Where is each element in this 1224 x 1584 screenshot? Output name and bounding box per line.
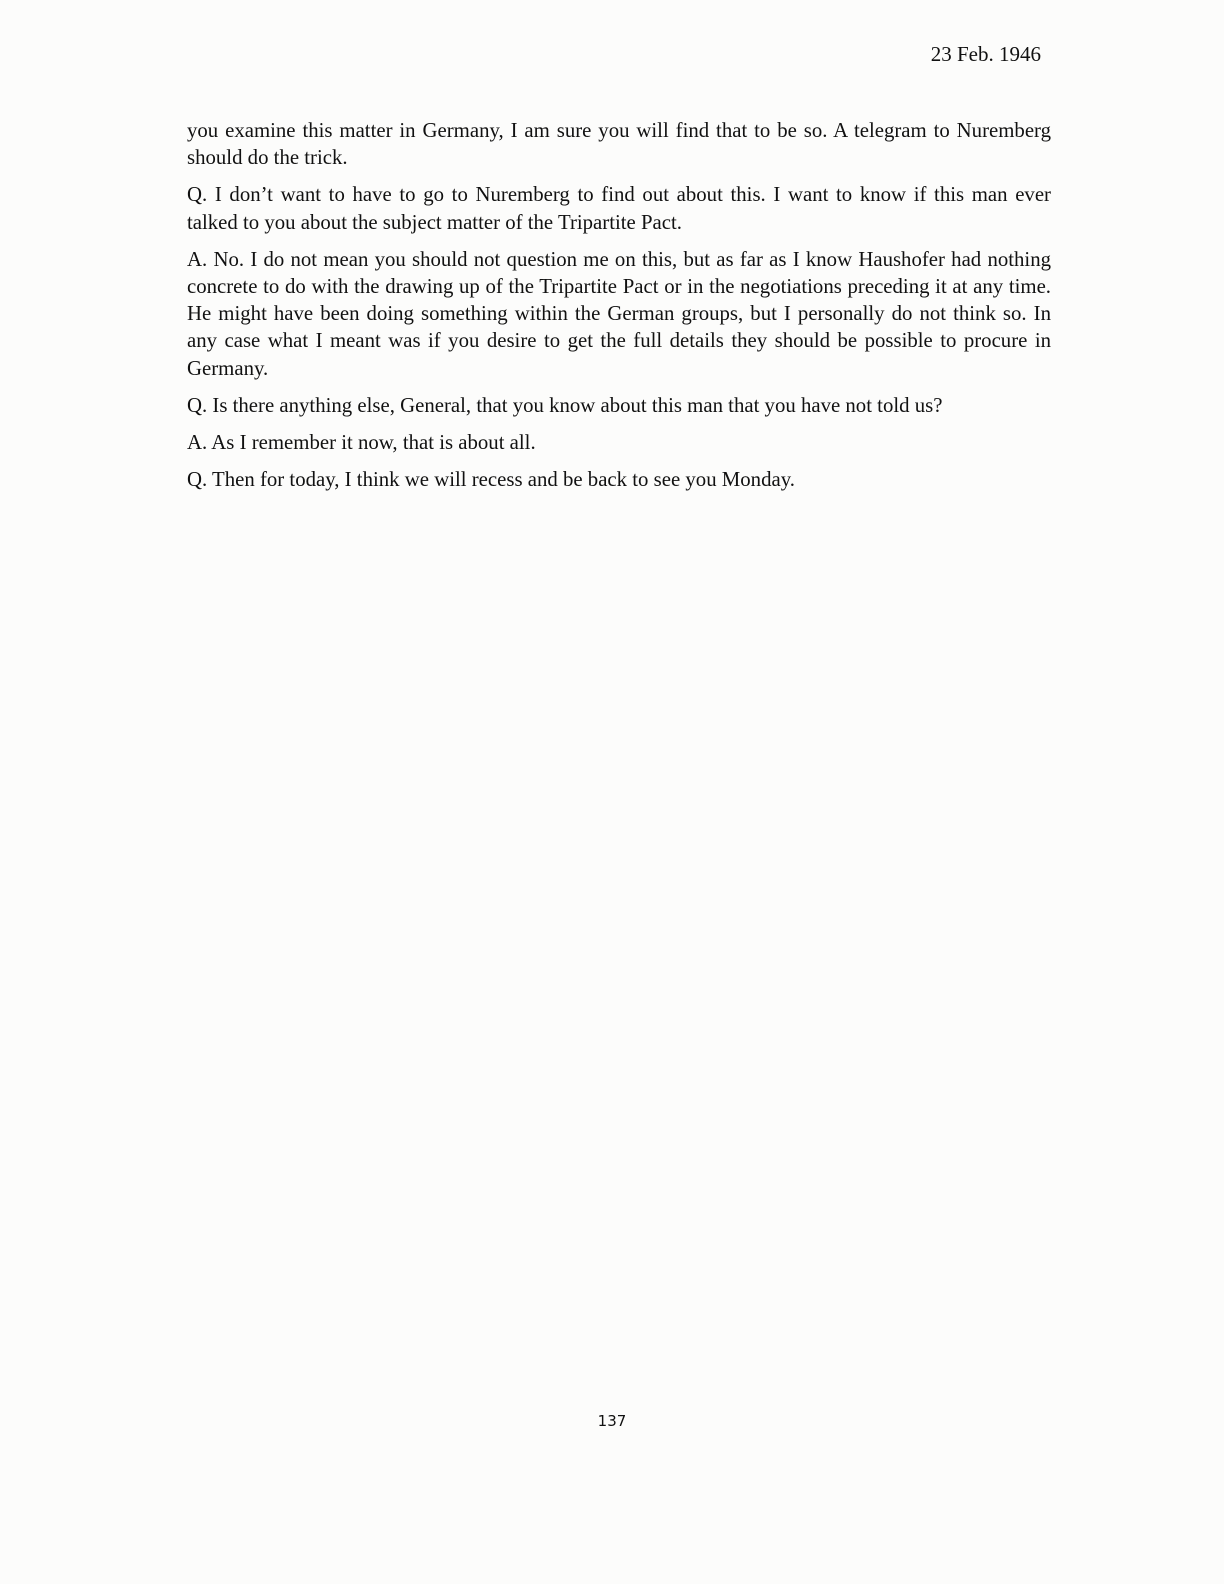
header-date: 23 Feb. 1946 [930,42,1041,66]
paragraph-continuation: you examine this matter in Germany, I am sure you will find that to be so. A telegram to Nuremberg should do the trick. [187,119,1051,170]
paragraph-answer-1: A. No. I do not mean you should not question me on this, but as far as I know Haushofer had nothing concrete to do with the drawing up of the Tripartite Pact or in the negotiations preceding it at any time. He might have been doing something within the German groups, but I personally do not think so. In any case what I meant was if you desire to get the full details they should be possible to procure in Germany. [187,247,1051,380]
paragraph-question-2: Q. Is there anything else, General, that you know about this man that you have not told us? [187,393,943,417]
paragraph-answer-2: A. As I remember it now, that is about all. [187,431,536,455]
transcript-body [187,117,1051,503]
paragraph-question-3: Q. Then for today, I think we will recess and be back to see you Monday. [187,468,795,492]
paragraph-question-1: Q. I don’t want to have to go to Nuremberg to find out about this. I want to know if this man ever talked to you about the subject matter of the Tripartite Pact. [187,183,1051,234]
page-number: 137 [597,1412,627,1430]
